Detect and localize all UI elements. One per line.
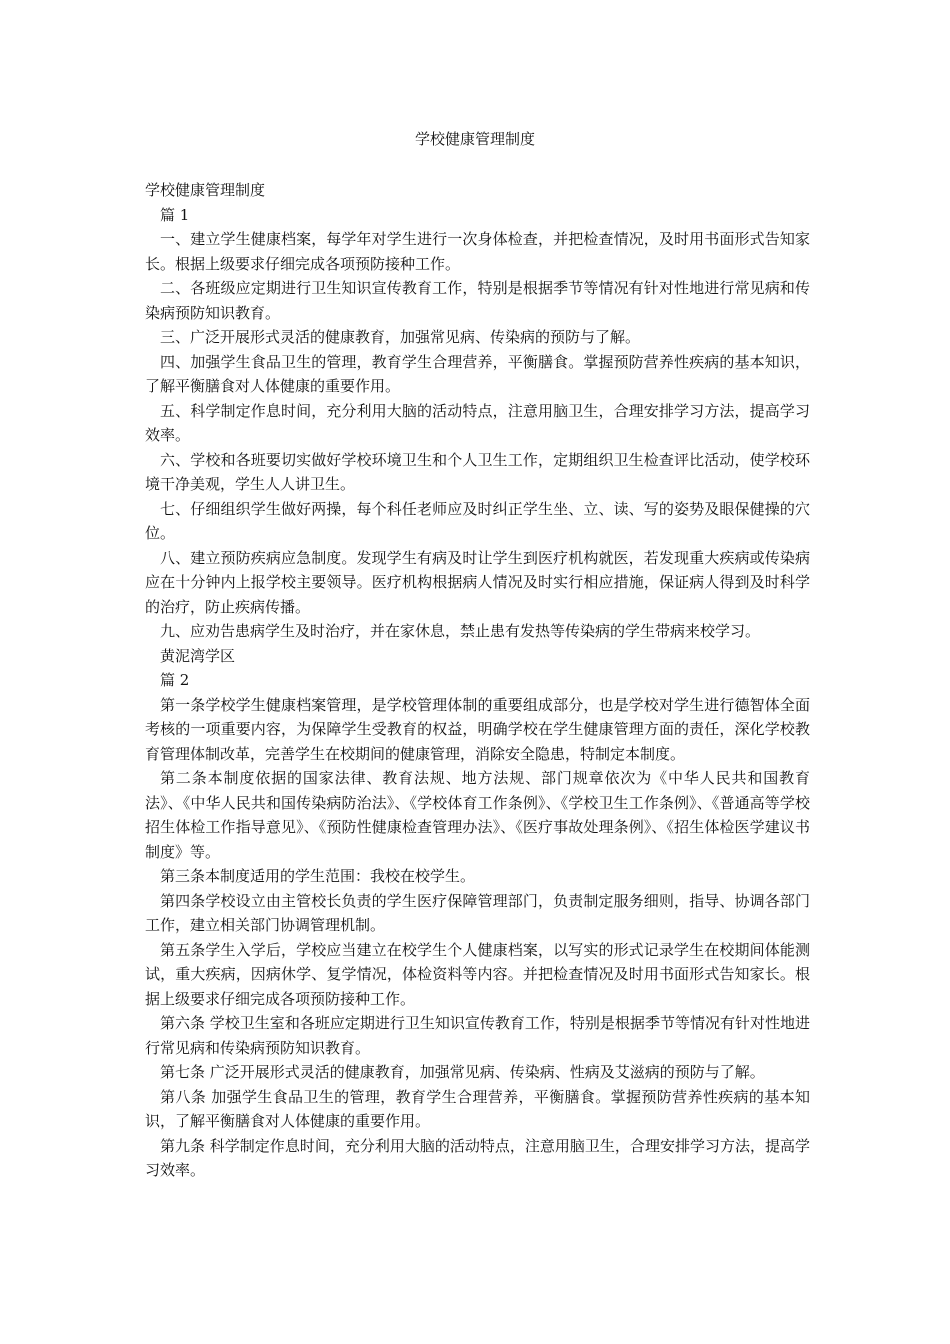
- document-title: 学校健康管理制度: [414, 130, 535, 148]
- part2-paragraph: 第四条学校设立由主管校长负责的学生医疗保障管理部门，负责制定服务细则，指导、协调各部门工作，建立相关部门协调管理机制。: [145, 891, 810, 934]
- part1-paragraph: 四、加强学生食品卫生的管理，教育学生合理营养，平衡膳食。掌握预防营养性疾病的基本知识，了解平衡膳食对人体健康的重要作用。: [145, 352, 810, 395]
- part1-signature: 黄泥湾学区: [160, 646, 236, 665]
- document-body: [145, 178, 810, 1183]
- part2-paragraph: 第二条本制度依据的国家法律、教育法规、地方法规、部门规章依次为《中华人民共和国教育法》、《中华人民共和国传染病防治法》、《学校体育工作条例》、《学校卫生工作条例》、《普通高等学校招生体检工作指导意见》、《预防性健康检查管理办法》、《医疗事故处理条例》、《招生体检医学建议书制度》等。: [145, 769, 810, 861]
- part2-paragraph: 第七条 广泛开展形式灵活的健康教育，加强常见病、传染病、性病及艾滋病的预防与了解。: [160, 1063, 765, 1081]
- part2-label: 篇 2: [160, 671, 190, 689]
- part2-paragraph: 第五条学生入学后，学校应当建立在校学生个人健康档案，以写实的形式记录学生在校期间体能测试，重大疾病，因病休学、复学情况，体检资料等内容。并把检查情况及时用书面形式告知家长。根据上级要求仔细完成各项预防接种工作。: [145, 940, 810, 1008]
- part1-label: 篇 1: [160, 205, 190, 224]
- part1-paragraph: 一、建立学生健康档案，每学年对学生进行一次身体检查，并把检查情况，及时用书面形式告知家长。根据上级要求仔细完成各项预防接种工作。: [145, 230, 810, 273]
- document-subtitle: 学校健康管理制度: [145, 181, 266, 199]
- part2-paragraph: 第六条 学校卫生室和各班应定期进行卫生知识宣传教育工作，特别是根据季节等情况有针对性地进行常见病和传染病预防知识教育。: [145, 1014, 810, 1057]
- part1-paragraph: 二、各班级应定期进行卫生知识宣传教育工作，特别是根据季节等情况有针对性地进行常见病和传染病预防知识教育。: [145, 279, 810, 322]
- part1-paragraph: 六、学校和各班要切实做好学校环境卫生和个人卫生工作，定期组织卫生检查评比活动，使学校环境干净美观，学生人人讲卫生。: [145, 450, 810, 493]
- part2-paragraph: 第九条 科学制定作息时间，充分利用大脑的活动特点，注意用脑卫生，合理安排学习方法，提高学习效率。: [145, 1136, 810, 1179]
- part1-paragraph: 七、仔细组织学生做好两操，每个科任老师应及时纠正学生坐、立、读、写的姿势及眼保健操的穴位。: [145, 499, 810, 542]
- part1-paragraph: 八、建立预防疾病应急制度。发现学生有病及时让学生到医疗机构就医，若发现重大疾病或传染病应在十分钟内上报学校主要领导。医疗机构根据病人情况及时实行相应措施，保证病人得到及时科学的治疗，防止疾病传播。: [145, 548, 810, 616]
- part1-paragraph: 三、广泛开展形式灵活的健康教育，加强常见病、传染病的预防与了解。: [160, 328, 641, 346]
- part1-paragraph: 九、应劝告患病学生及时治疗，并在家休息，禁止患有发热等传染病的学生带病来校学习。: [160, 622, 761, 640]
- part2-paragraph: 第三条本制度适用的学生范围：我校在校学生。: [160, 867, 476, 885]
- part2-paragraph: 第一条学校学生健康档案管理，是学校管理体制的重要组成部分，也是学校对学生进行德智体全面考核的一项重要内容，为保障学生受教育的权益，明确学校在学生健康管理方面的责任，深化学校教育管理体制改革，完善学生在校期间的健康管理，消除安全隐患，特制定本制度。: [145, 695, 810, 763]
- part2-paragraph: 第八条 加强学生食品卫生的管理，教育学生合理营养，平衡膳食。掌握预防营养性疾病的基本知识，了解平衡膳食对人体健康的重要作用。: [145, 1087, 810, 1130]
- part1-paragraph: 五、科学制定作息时间，充分利用大脑的活动特点，注意用脑卫生，合理安排学习方法，提高学习效率。: [145, 401, 810, 444]
